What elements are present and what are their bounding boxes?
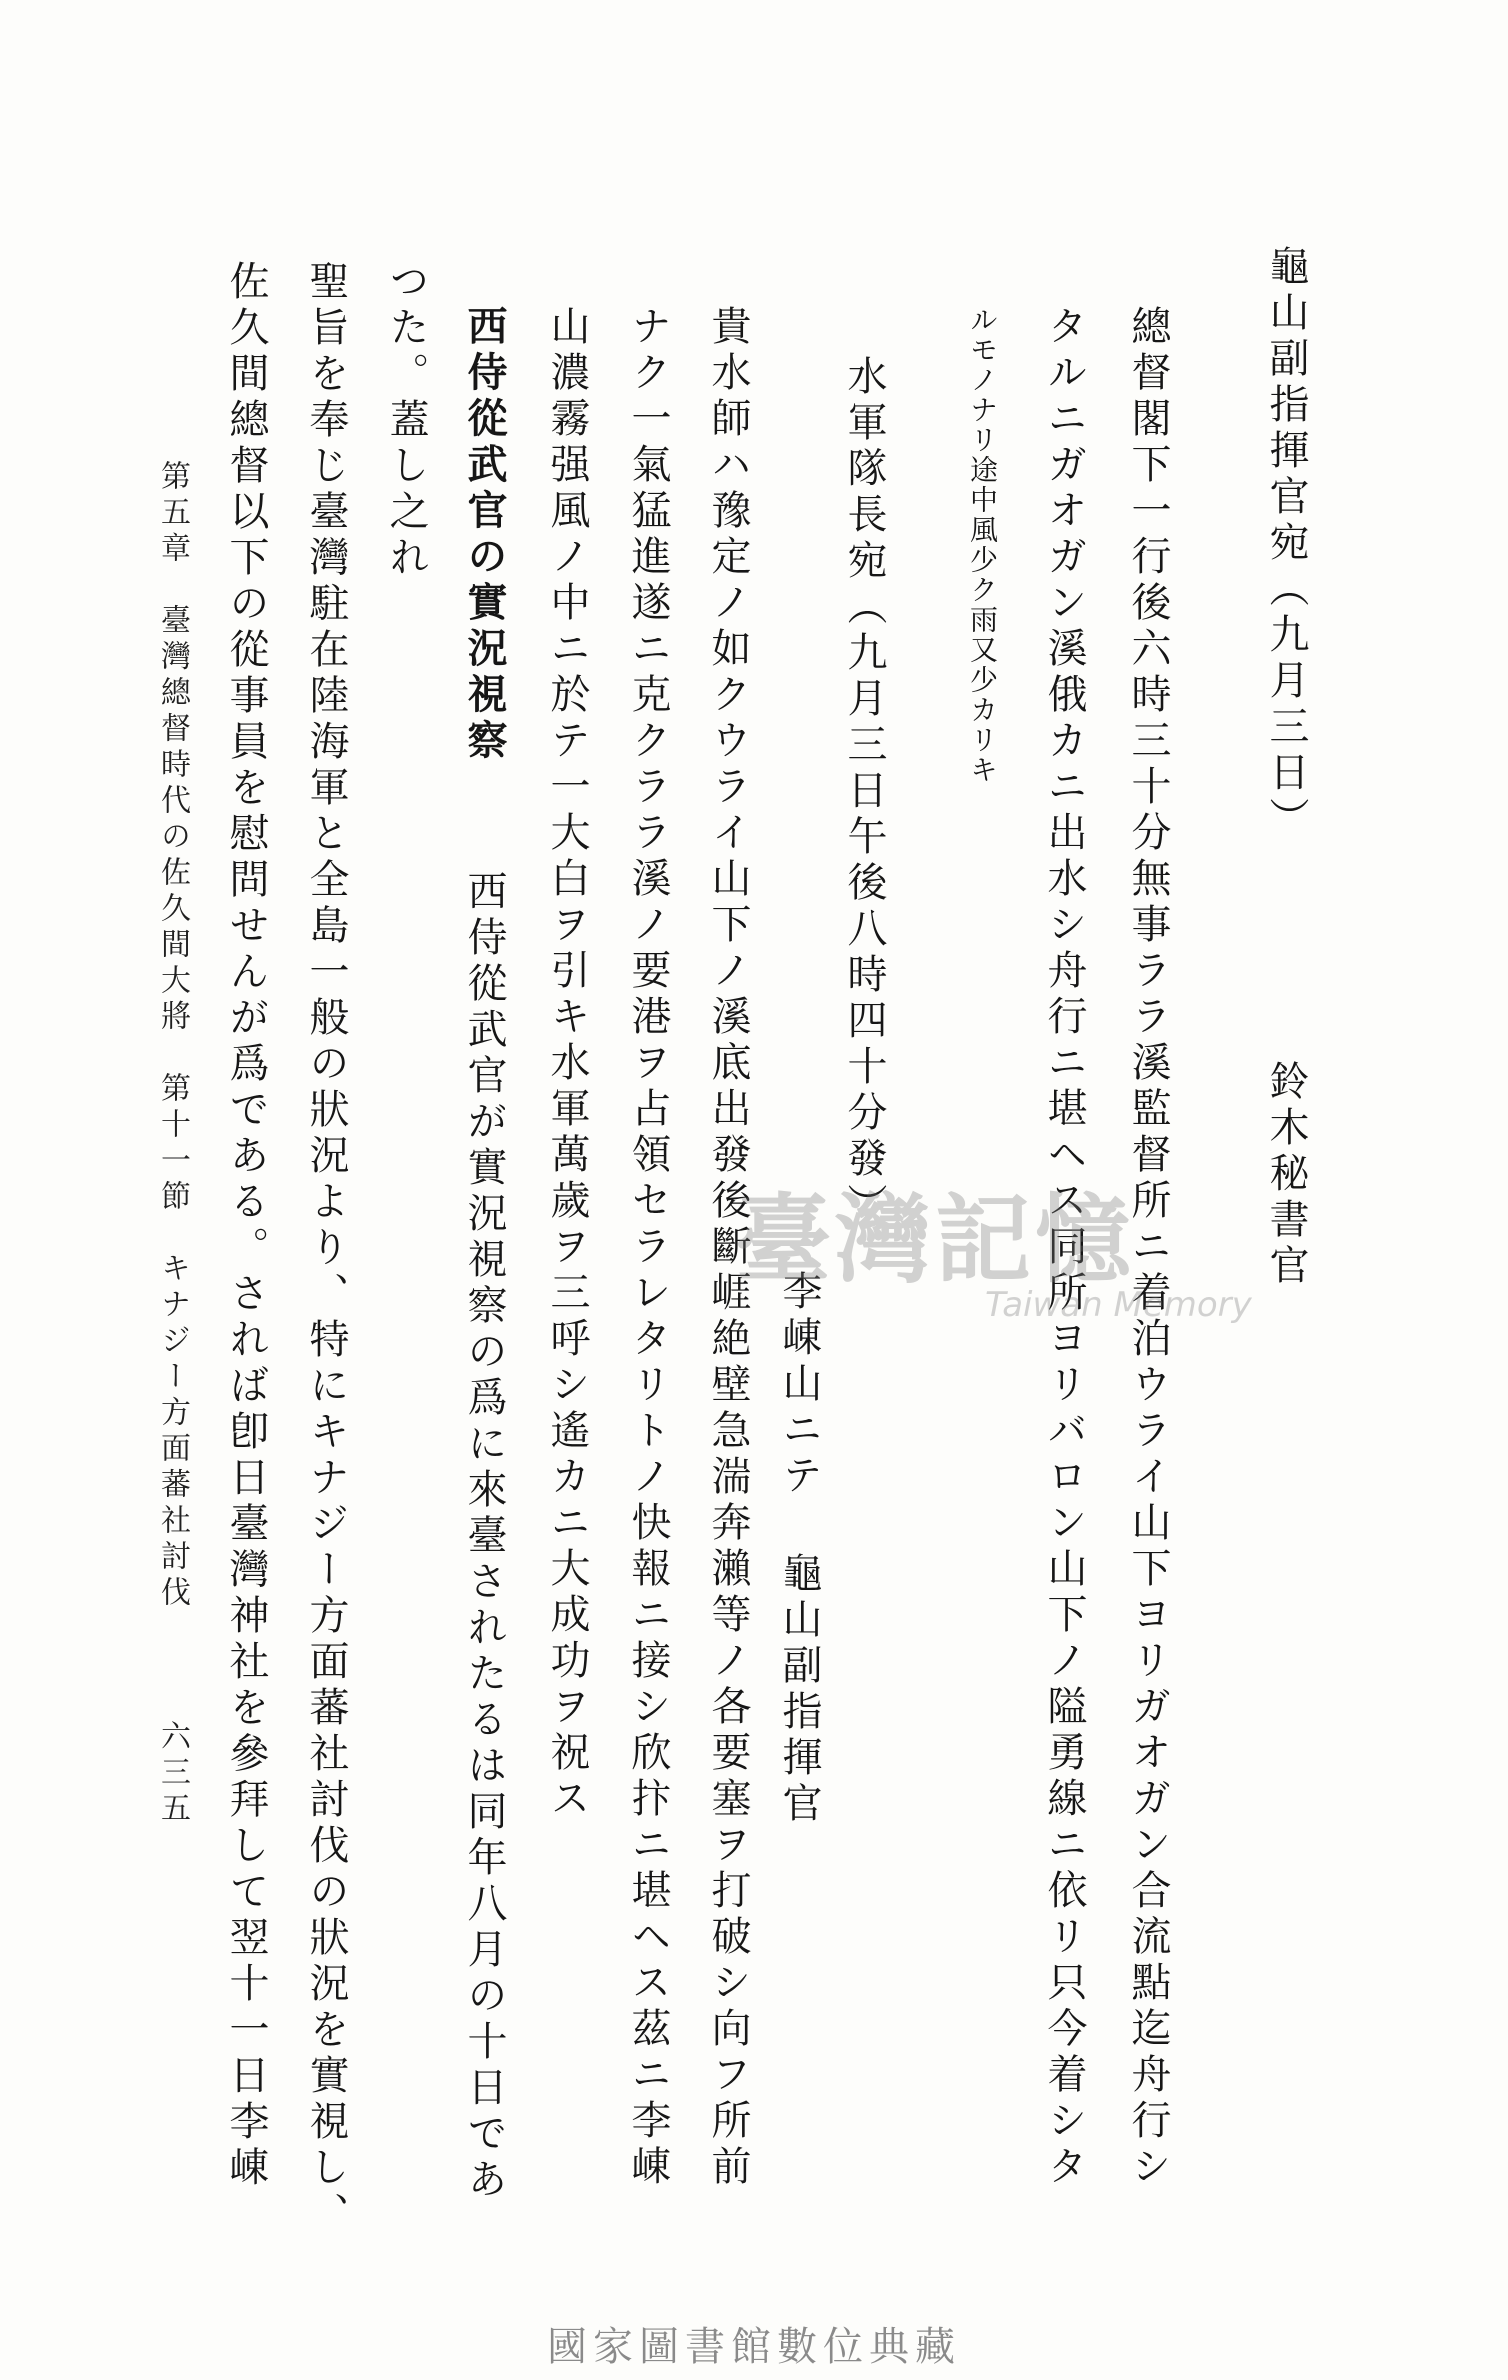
watermark-chinese: 臺灣記憶 xyxy=(735,1183,1135,1296)
section-body-first-line: 西侍從武官が實況視察の爲に來臺されたるは同年八月の十日であ xyxy=(461,870,507,2204)
letter-signature-suzuki: 鈴木秘書官 xyxy=(1263,1060,1309,1290)
taiwan-memory-watermark xyxy=(735,1185,1295,1325)
letter-heading-kameyama: 龜山副指揮官宛（九月三日） xyxy=(1263,245,1309,843)
text-column-6: 貴水師ハ豫定ノ如クウライ山下ノ溪底出發後斷崕絶壁急湍奔瀨等ノ各要塞ヲ打破シ向フ所前 xyxy=(705,305,751,2191)
text-column-8: 山濃霧强風ノ中ニ於テ一大白ヲ引キ水軍萬歲ヲ三呼シ遙カニ大成功ヲ祝ス xyxy=(544,305,590,1823)
text-column-11: 聖旨を奉じ臺灣駐在陸海軍と全島一般の狀況より、特にキナジー方面蕃社討伐の狀況を實視し、 xyxy=(303,260,349,2238)
text-column-12: 佐久間總督以下の從事員を慰問せんが爲である。されば卽日臺灣神社を參拜して翌十一日李崠 xyxy=(223,260,269,2192)
running-head: 第五章 臺灣總督時代の佐久間大將 第十一節 キナジー方面蕃社討伐 xyxy=(155,460,190,1612)
letter-heading-navy: 水軍隊長宛（九月三日午後八時四十分發） xyxy=(841,355,887,1229)
library-credit: 國家圖書館數位典藏 xyxy=(547,2324,961,2370)
page-number: 六三五 xyxy=(155,1720,190,1828)
watermark-english: Taiwan Memory xyxy=(985,1285,1252,1325)
text-column-2: 總督閣下一行後六時三十分無事ララ溪監督所ニ着泊ウライ山下ヨリガオガン合流點迄舟行シ xyxy=(1125,305,1171,2191)
text-column-10: つた。蓋し之れ xyxy=(383,260,429,582)
text-column-4: ルモノナリ途中風少ク雨又少カリキ xyxy=(966,305,999,785)
section-heading: 西侍從武官の實況視察 xyxy=(461,305,508,765)
text-column-7: ナク一氣猛進遂ニ克クララ溪ノ要港ヲ占領セラレタリトノ快報ニ接シ欣抃ニ堪ヘス茲ニ李崠 xyxy=(625,305,671,2191)
text-column-3: タルニガオガン溪俄カニ出水シ舟行ニ堪ヘス同所ヨリバロン山下ノ隘勇線ニ依リ只今着シタ xyxy=(1041,305,1087,2191)
letter-signature-kameyama: 李崠山ニテ 龜山副指揮官 xyxy=(776,1270,822,1828)
